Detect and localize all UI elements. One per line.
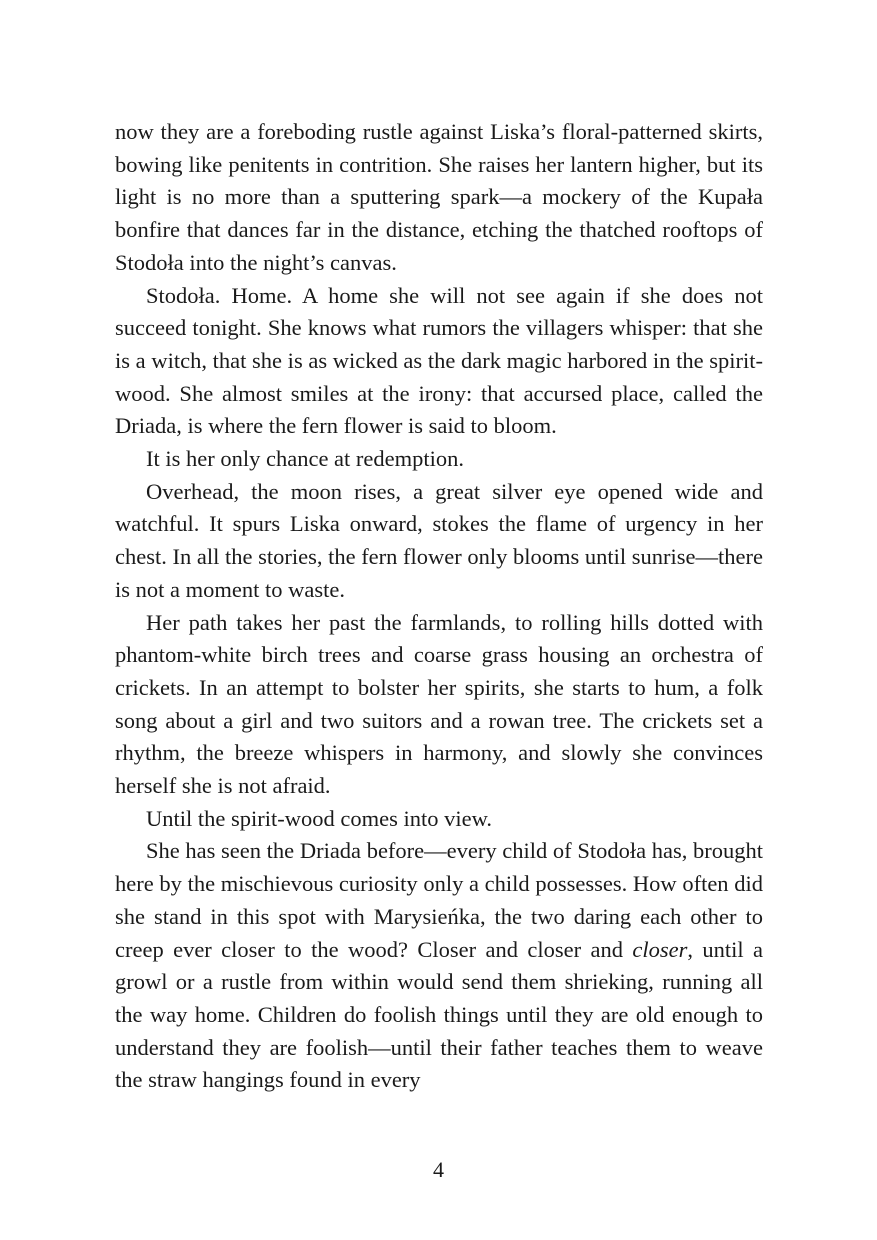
paragraph xyxy=(115,116,763,280)
italic-text: closer xyxy=(632,936,688,962)
body-text: , until a growl or a rustle from within would send them shrieking, running all the way home. Children do foolish things until they are old enough to understand they are foolish—until their father teaches them to weave the straw hangings found in every xyxy=(115,936,763,1093)
body-text: Stodoła. Home. A home she will not see again if she does not succeed tonight. She knows what rumors the villagers whisper: that she is a witch, that she is as wicked as the dark magic harbored in the spirit-wood. She almost smiles at the irony: that accursed place, called the Driada, is where the fern flower is said to bloom. xyxy=(115,282,763,439)
body-text: now they are a foreboding rustle against Liska’s floral-patterned skirts, bowing like penitents in contrition. She raises her lantern higher, but its light is no more than a sputtering spark—a mockery of the Kupała bonfire that dances far in the distance, etching the thatched rooftops of Stodoła into the night’s canvas. xyxy=(115,119,763,275)
paragraph xyxy=(115,476,763,607)
body-text: Her path takes her past the farmlands, to rolling hills dotted with phantom-white birch trees and coarse grass housing an orchestra of crickets. In an attempt to bolster her spirits, she starts to hum, a folk song about a girl and two suitors and a rowan tree. The crickets set a rhythm, the breeze whispers in harmony, and slowly she convinces herself she is not afraid. xyxy=(115,609,763,799)
page-number: 4 xyxy=(433,1157,444,1182)
paragraph xyxy=(115,607,763,803)
body-text: Overhead, the moon rises, a great silver eye opened wide and watchful. It spurs Liska onward, stokes the flame of urgency in her chest. In all the stories, the fern flower only blooms until sunrise—there is not a moment to waste. xyxy=(115,478,763,602)
body-text: It is her only chance at redemption. xyxy=(146,446,465,472)
body-text: She has seen the Driada before—every child of Stodoła has, brought here by the mischievous curiosity only a child possesses. How often did she stand in this spot with Marysieńka, the two daring each other to creep ever closer to the wood? Closer and closer and xyxy=(115,838,763,962)
page-text xyxy=(115,116,763,1097)
paragraph xyxy=(115,280,763,444)
paragraph xyxy=(115,835,763,1097)
paragraph xyxy=(115,803,763,836)
body-text: Until the spirit-wood comes into view. xyxy=(146,805,492,831)
paragraph xyxy=(115,443,763,476)
